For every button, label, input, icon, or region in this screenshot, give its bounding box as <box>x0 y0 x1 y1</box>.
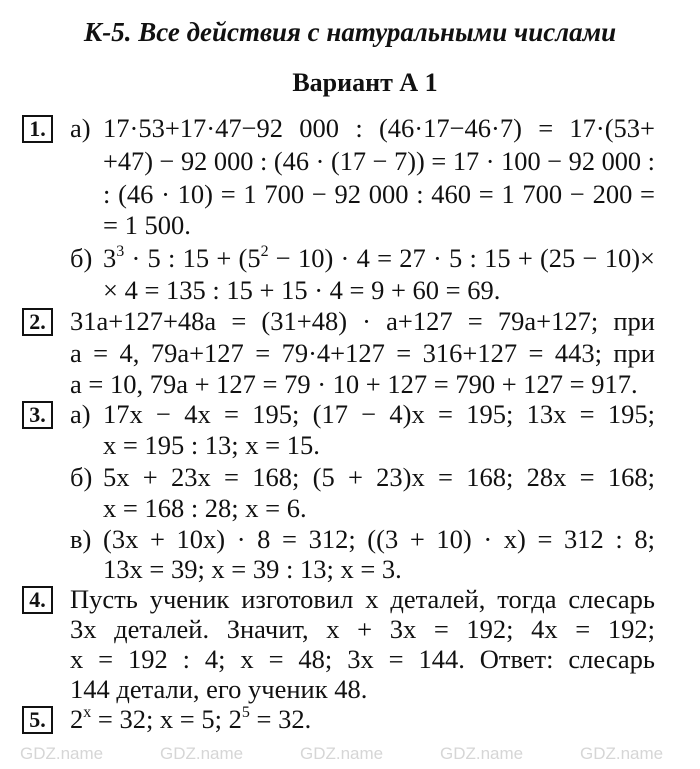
problem-number-5: 5. <box>22 706 53 734</box>
exponent: x <box>83 704 92 721</box>
solution-line: a = 10, 79a + 127 = 79 · 10 + 127 = 790 + 127 = 917. <box>70 369 638 399</box>
watermark: GDZ.name <box>160 744 244 763</box>
page-title: К-5. Все действия с натуральными числами <box>83 17 617 47</box>
solution-line: 17·53+17·47−92 000 : (46·17−46·7) = 17·(53+ <box>103 113 655 143</box>
solution-line: (3x + 10x) · 8 = 312; ((3 + 10) · x) = 312 : 8; <box>103 524 655 554</box>
solution-line: x = 192 : 4; x = 48; 3x = 144. Ответ: слесарь <box>70 644 655 674</box>
text: 3 <box>103 243 117 273</box>
watermark: GDZ.name <box>580 744 664 763</box>
solution-line: 3x деталей. Значит, x + 3x = 192; 4x = 192; <box>70 614 655 644</box>
solution-line: 31a+127+48a = (31+48) · a+127 = 79a+127; при <box>70 306 655 336</box>
exponent: 2 <box>260 243 269 260</box>
watermark: GDZ.name <box>20 744 104 763</box>
solution-line: = 1 500. <box>103 210 191 240</box>
solution-line: Пусть ученик изготовил x деталей, тогда слесарь <box>70 584 655 614</box>
problem-number-1: 1. <box>22 115 53 143</box>
subpart-label: б) <box>70 462 93 492</box>
exponent: 3 <box>116 243 125 260</box>
subpart-label: а) <box>70 399 91 429</box>
problem-number-3: 3. <box>22 401 53 429</box>
solution-line: 13x = 39; x = 39 : 13; x = 3. <box>103 554 402 584</box>
solution-line: 144 детали, его ученик 48. <box>70 674 368 704</box>
solution-line: 5x + 23x = 168; (5 + 23)x = 168; 28x = 168; <box>103 462 655 492</box>
solution-line: a = 4, 79a+127 = 79·4+127 = 316+127 = 443; при <box>70 338 655 368</box>
text: − 10) · 4 = 27 · 5 : 15 + (25 − 10)× <box>268 243 655 273</box>
subpart-label: б) <box>70 243 93 273</box>
text: 2 <box>70 704 84 734</box>
text: · 5 : 15 + (5 <box>124 243 261 273</box>
solution-line: +47) − 92 000 : (46 · (17 − 7)) = 17 · 100 − 92 000 : <box>103 146 655 176</box>
solution-line <box>70 705 311 733</box>
solution-line <box>103 244 655 272</box>
subpart-label: в) <box>70 524 92 554</box>
solution-line: × 4 = 135 : 15 + 15 · 4 = 9 + 60 = 69. <box>103 275 501 305</box>
solution-line: 17x − 4x = 195; (17 − 4)x = 195; 13x = 195; <box>103 399 655 429</box>
variant-heading: Вариант А 1 <box>292 68 438 97</box>
subpart-label: а) <box>70 113 91 143</box>
problem-number-4: 4. <box>22 586 53 614</box>
solution-line: x = 168 : 28; x = 6. <box>103 493 307 523</box>
text: = 32. <box>249 704 312 734</box>
watermark: GDZ.name <box>300 744 384 763</box>
watermark: GDZ.name <box>440 744 524 763</box>
solution-line: x = 195 : 13; x = 15. <box>103 430 320 460</box>
text: = 32; x = 5; 2 <box>91 704 242 734</box>
exponent: 5 <box>241 704 250 721</box>
problem-number-2: 2. <box>22 308 53 336</box>
solution-line: : (46 · 10) = 1 700 − 92 000 : 460 = 1 700 − 200 = <box>103 179 655 209</box>
